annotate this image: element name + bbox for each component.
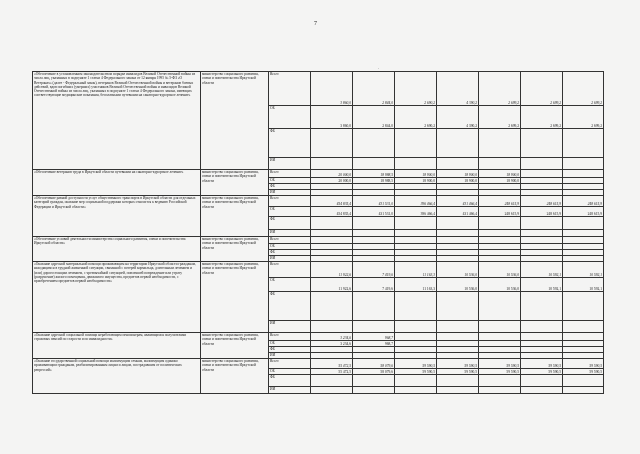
funding-source-label: ОБ [269,369,311,375]
amount-cell: 18 988,5 [353,170,395,178]
funding-source-label: Всего [269,72,311,106]
amount-cell: 10 536,0 [479,262,521,278]
amount-cell: 2 844,0 [353,106,395,129]
amount-cell [437,375,479,387]
amount-cell: 18 900,0 [395,178,437,184]
amount-cell: 396 466,4 [395,207,437,217]
amount-cell: 3 860,0 [311,106,353,129]
amount-cell [437,292,479,321]
funding-source-label: ФБ [269,250,311,256]
amount-cell [395,387,437,394]
amount-cell [563,158,604,170]
funding-source-label: ИИ [269,321,311,333]
amount-cell [479,321,521,333]
executor-cell: министерство социального развития, опеки и попечительства Иркутской области [201,170,269,196]
amount-cell: 11 922,6 [311,278,353,292]
amount-cell: 18 900,0 [437,178,479,184]
amount-cell: 2 690,2 [395,72,437,106]
amount-cell: 59 590,5 [521,369,563,375]
funding-source-label: ИИ [269,158,311,170]
amount-cell [437,237,479,244]
funding-source-label: ИИ [269,230,311,237]
amount-cell [353,292,395,321]
amount-cell: 59 590,5 [563,359,604,369]
executor-cell: министерство социального развития, опеки и попечительства Иркутской области [201,196,269,237]
amount-cell [395,237,437,244]
funding-source-label: ОБ [269,178,311,184]
amount-cell: 2 699,2 [563,106,604,129]
amount-cell [437,129,479,158]
amount-cell [563,375,604,387]
amount-cell: 431 531,0 [353,207,395,217]
amount-cell [353,375,395,387]
amount-cell: 248 615,9 [479,207,521,217]
table-row [33,72,604,106]
funding-source-label: ОБ [269,278,311,292]
amount-cell: 7 419,6 [353,278,395,292]
amount-cell [437,387,479,394]
amount-cell [563,217,604,230]
amount-cell: 248 615,9 [563,196,604,207]
amount-cell: 10 592,1 [521,262,563,278]
funding-source-label: ОБ [269,207,311,217]
amount-cell [479,387,521,394]
amount-cell [479,158,521,170]
program-table [32,71,604,394]
funding-source-label: ИИ [269,190,311,196]
measure-description: «Обеспечение равной доступности услуг общественного транспорта в Иркутской области для отдельных категорий граждан, оказание мер социальной поддержки которых относится к ведению Российской Федерации и Иркутской области» [33,196,201,237]
amount-cell: 248 615,9 [479,196,521,207]
amount-cell [479,129,521,158]
amount-cell [353,230,395,237]
measure-description: «Обеспечение в установленном законодательством порядке инвалидов Великой Отечественной войны из числа лиц, указанных в подпункте 1 статьи 4 Федерального закона от 12 января 1995 № 5-ФЗ «О Ветеранах» (далее - Федеральный закон), ветеранов Великой Отечественной войны и ветеранов боевых действий, вдов погибших (умерших) участников Великой Отечественной войны и инвалидов Великой Отечественной войны из числа лиц, указанных в подпункте 1 статьи 4 Федерального закона, имеющих соответствующие медицинские показания, бесплатными путевками на санаторно-курортное лечение» [33,72,201,170]
amount-cell: 20 000,0 [311,178,353,184]
executor-cell: министерство социального развития, опеки и попечительства Иркутской области [201,72,269,170]
amount-cell [311,387,353,394]
amount-cell: 59 590,5 [437,359,479,369]
amount-cell: 10 536,0 [437,278,479,292]
funding-source-label: ИИ [269,387,311,394]
executor-cell: министерство социального развития, опеки и попечительства Иркутской области [201,359,269,394]
amount-cell [311,129,353,158]
amount-cell: 10 592,1 [521,278,563,292]
amount-cell [395,129,437,158]
amount-cell [395,217,437,230]
amount-cell [395,375,437,387]
amount-cell [437,217,479,230]
amount-cell: 18 900,0 [395,170,437,178]
amount-cell [563,170,604,178]
amount-cell: 431 531,0 [353,196,395,207]
funding-source-label: ОБ [269,106,311,129]
amount-cell: 3 234,6 [311,333,353,341]
amount-cell: 59 590,5 [479,369,521,375]
measure-description: «Обеспечение условий деятельности министерства социального развития, опеки и попечительства Иркутской области» [33,237,201,262]
amount-cell [479,375,521,387]
amount-cell [479,237,521,244]
amount-cell [521,158,563,170]
amount-cell: 2 699,2 [521,106,563,129]
amount-cell [437,333,479,341]
amount-cell [311,230,353,237]
amount-cell: 4 390,2 [437,106,479,129]
amount-cell: 18 900,0 [479,178,521,184]
amount-cell [521,129,563,158]
page-number: 7 [314,21,317,27]
amount-cell: 248 615,9 [521,207,563,217]
program-table-body [33,72,604,394]
amount-cell [521,170,563,178]
amount-cell: 55 472,5 [311,359,353,369]
amount-cell: 396 466,4 [395,196,437,207]
amount-cell [521,321,563,333]
amount-cell [521,375,563,387]
amount-cell [353,387,395,394]
funding-source-label: ОБ [269,341,311,347]
executor-cell: министерство социального развития, опеки и попечительства Иркутской области [201,237,269,262]
measure-description: «Оказание адресной социальной помощи неработающим пенсионерам, являющимся получателями страховых пенсий по старости и по инвалидности» [33,333,201,359]
table-row [33,359,604,369]
amount-cell [311,158,353,170]
funding-source-label: ОБ [269,244,311,250]
funding-source-label: ФБ [269,129,311,158]
executor-cell: министерство социального развития, опеки и попечительства Иркутской области [201,262,269,333]
funding-source-label: ФБ [269,347,311,353]
funding-source-label: Всего [269,333,311,341]
amount-cell: 18 900,0 [479,170,521,178]
amount-cell: 2 699,2 [521,72,563,106]
amount-cell: 18 900,0 [437,170,479,178]
amount-cell: 18 988,5 [353,178,395,184]
amount-cell [437,158,479,170]
amount-cell [395,158,437,170]
amount-cell [311,292,353,321]
amount-cell [395,321,437,333]
funding-source-label: Всего [269,262,311,278]
amount-cell [395,333,437,341]
amount-cell [479,230,521,237]
amount-cell: 10 592,1 [563,262,604,278]
amount-cell: 10 536,0 [437,262,479,278]
amount-cell: 11 163,3 [395,278,437,292]
amount-cell [521,237,563,244]
amount-cell [311,321,353,333]
amount-cell [353,158,395,170]
funding-source-label: ИИ [269,353,311,359]
amount-cell: 2 699,2 [563,72,604,106]
amount-cell: 3 234,6 [311,341,353,347]
amount-cell [521,230,563,237]
amount-cell: 55 472,5 [311,369,353,375]
amount-cell [437,230,479,237]
amount-cell: 2 699,2 [479,72,521,106]
measure-description: «Оказание государственной социальной помощи малоимущим семьям, малоимущим одиноко проживающим гражданам, реабилитированным лицам и лицам, пострадавшим от политических репрессий» [33,359,201,394]
amount-cell: 2 699,2 [479,106,521,129]
amount-cell: 431 466,4 [437,207,479,217]
amount-cell: 454 835,4 [311,207,353,217]
funding-source-label: ФБ [269,375,311,387]
amount-cell [563,333,604,341]
amount-cell: 7 419,6 [353,262,395,278]
amount-cell: 431 466,4 [437,196,479,207]
amount-cell: 59 590,5 [479,359,521,369]
amount-cell: 58 079,6 [353,359,395,369]
amount-cell: 968,7 [353,341,395,347]
funding-source-label: ФБ [269,292,311,321]
amount-cell: 248 615,9 [563,207,604,217]
table-row [33,237,604,244]
amount-cell: 2 844,0 [353,72,395,106]
table-row [33,333,604,341]
amount-cell: 968,7 [353,333,395,341]
table-row [33,196,604,207]
amount-cell [479,217,521,230]
measure-description: «Обеспечение ветеранов труда в Иркутской области путевками на санаторно-курортное лечение» [33,170,201,196]
measure-description: «Оказание адресной материальной помощи проживающим на территории Иркутской области гражданам, находящимся в трудной жизненной ситуации, связанной с потерей кормильца, длительным лечением и (или) дорогостоящим лечением, с чрезвычайной ситуацией, повлекшей повреждение или утрату (разрушение) жилого помещения, движимого имущества, предметов первой необходимости, с приобретением предметов первой необходимости» [33,262,201,333]
funding-source-label: Всего [269,196,311,207]
amount-cell [521,292,563,321]
funding-source-label: ФБ [269,184,311,190]
amount-cell: 2 690,2 [395,106,437,129]
amount-cell [311,237,353,244]
amount-cell [353,237,395,244]
funding-source-label: Всего [269,170,311,178]
amount-cell: 20 000,0 [311,170,353,178]
page-mark: . [378,66,380,71]
amount-cell: 10 592,1 [563,278,604,292]
amount-cell [521,333,563,341]
amount-cell: 454 835,4 [311,196,353,207]
amount-cell [563,237,604,244]
amount-cell: 11 922,6 [311,262,353,278]
amount-cell: 11 163,3 [395,262,437,278]
amount-cell: 59 590,5 [395,359,437,369]
amount-cell [311,375,353,387]
amount-cell: 248 615,9 [521,196,563,207]
funding-source-label: ФБ [269,217,311,230]
amount-cell [353,129,395,158]
amount-cell [563,321,604,333]
amount-cell [521,217,563,230]
amount-cell [521,387,563,394]
amount-cell [311,217,353,230]
amount-cell [353,321,395,333]
amount-cell [563,129,604,158]
funding-source-label: Всего [269,237,311,244]
amount-cell [395,292,437,321]
amount-cell: 58 079,6 [353,369,395,375]
amount-cell [353,217,395,230]
executor-cell: министерство социального развития, опеки и попечительства Иркутской области [201,333,269,359]
amount-cell [563,230,604,237]
amount-cell: 59 590,5 [563,369,604,375]
amount-cell [563,292,604,321]
table-row [33,262,604,278]
amount-cell [479,292,521,321]
amount-cell: 59 590,5 [521,359,563,369]
amount-cell: 59 590,5 [437,369,479,375]
amount-cell [437,321,479,333]
amount-cell: 3 860,0 [311,72,353,106]
amount-cell: 4 390,2 [437,72,479,106]
amount-cell [563,387,604,394]
amount-cell [479,333,521,341]
funding-source-label: ИИ [269,256,311,262]
amount-cell: 10 536,0 [479,278,521,292]
funding-source-label: Всего [269,359,311,369]
amount-cell [395,230,437,237]
amount-cell: 59 590,5 [395,369,437,375]
table-row [33,170,604,178]
